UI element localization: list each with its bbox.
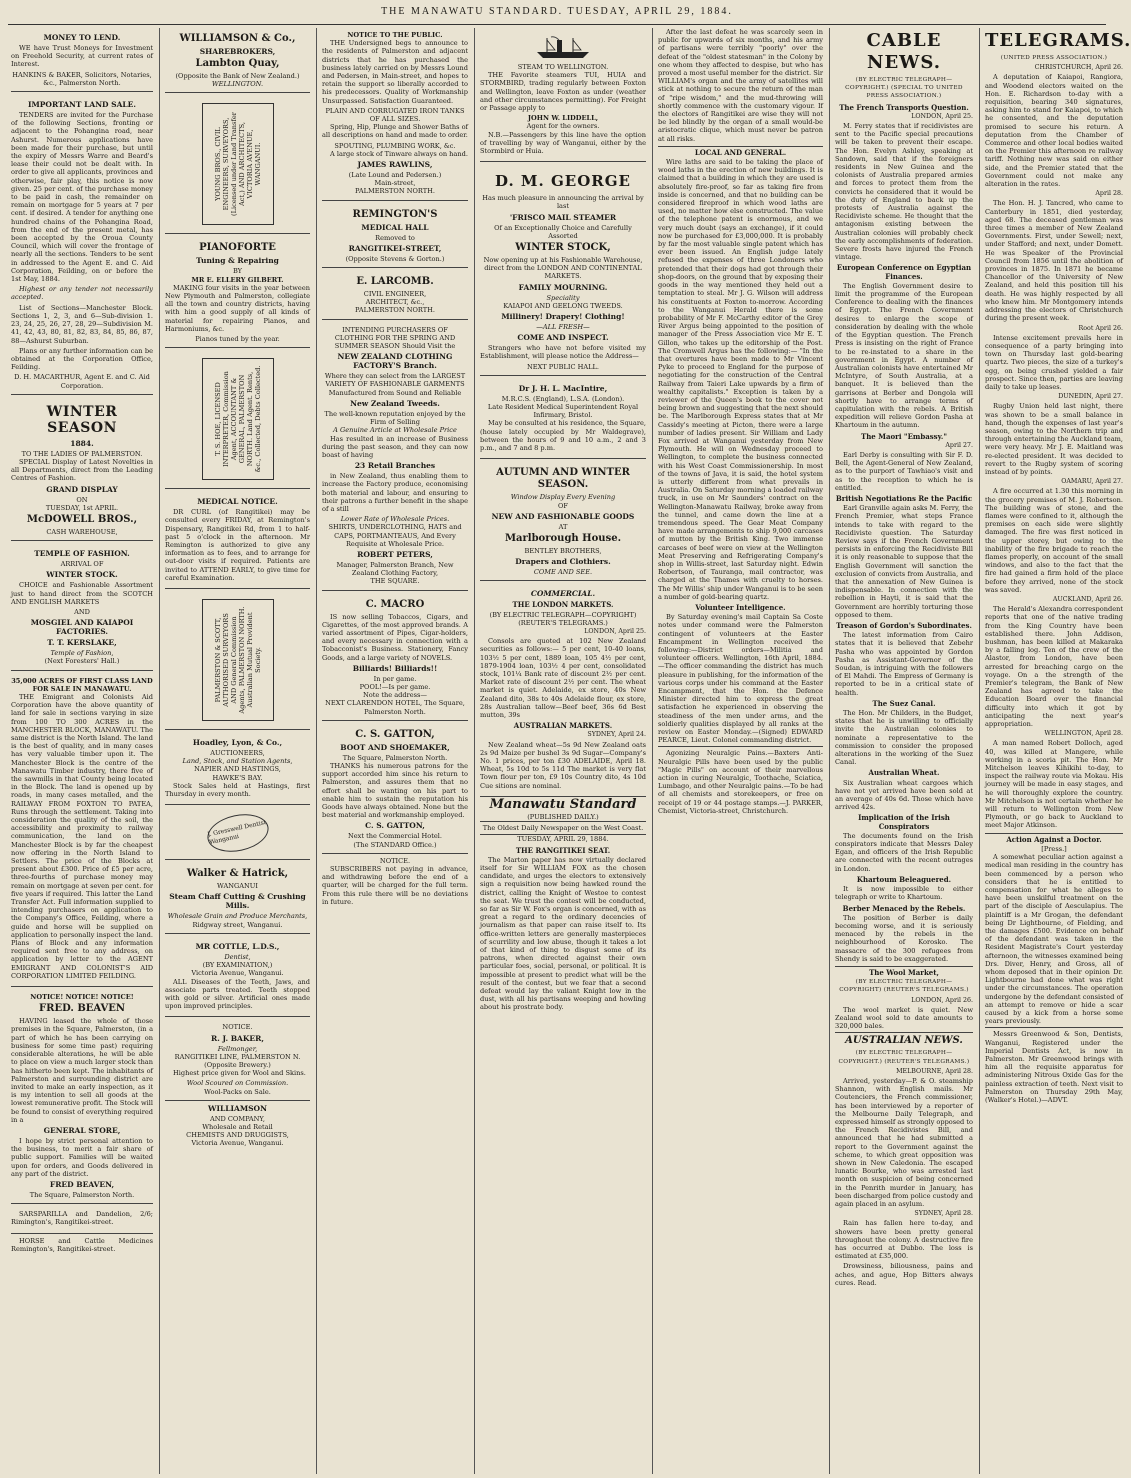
ad-chem: CHEMISTS AND DRUGGISTS,: [186, 1131, 289, 1140]
ad-pianoforte: [165, 237, 310, 348]
ad-signature: HANKINS & BAKER, Solicitors, Notaries, &c., Palmerston North.: [12, 70, 152, 87]
ad-name: ROBERT PETERS,: [357, 549, 433, 559]
ad-title: MR COTTLE, L.D.S.,: [195, 941, 280, 951]
ad-r-j-baker: [165, 1020, 310, 1100]
box-text: T. S. HOE, LICENSED INTERPRETER, Commission Agent, ACCOUNTANT & GENERAL, PALMERSTON NORTH. Land Agent. Rents, &c., Collected, Debts Collected.: [213, 365, 262, 473]
ad-name: R. J. BAKER,: [211, 1033, 264, 1043]
story-title: The Maori "Embassy.": [861, 431, 947, 441]
ad-city: PALMERSTON NORTH.: [355, 187, 435, 196]
story-body: A man named Robert Dolloch, aged 40, was killed at Mangere, while working in a scoria pit. The Hon. Mr Mitchelson leaves Kihikihi to-day, to inspect the railway route via Mokau. His journey will be made in easy stages, and he will thoroughly explore the country. Mr Mitchelson is not certain whether he will return to Wellington from New Plymouth, or go back to Auckland to meet Major Atkinson.: [985, 739, 1123, 830]
ad-body4: Has resulted in an increase of Business during the past season, and they can now boast of having: [322, 434, 468, 459]
ad-bentley-brothers: [480, 462, 646, 581]
ad-sub: Fellmonger,: [217, 1044, 258, 1053]
ad-mgr: Manager, Palmerston Branch, New Zealand Clothing Factory,: [336, 560, 454, 578]
ad-young-bros: [165, 96, 310, 234]
telegraph-note: (BY ELECTRIC TELEGRAPH—COPYRIGHT.) (SPECIAL TO UNITED PRESS ASSOCIATION.): [845, 77, 963, 100]
ad-at: AT: [558, 522, 568, 531]
ad-stock: WINTER STOCK,: [515, 242, 611, 254]
ad-signature: FRED BEAVEN,: [49, 1179, 115, 1189]
ad-title: D. M. GEORGE: [495, 172, 631, 191]
market-body: New Zealand wheat—5s 9d New Zealand oats 2s 9d Maize per bushel 3s 9d Sugar—Company's No. 1 prices, per ton £30 ADELAIDE, April 18. Wheat, 5s 10d to 5s 11d The market is very flat Town flour per ton, £9 10s Country dito, 4s 10d Cue sitions are nominal.: [480, 740, 646, 790]
ad-pool: POOL!—Is per game.: [359, 682, 431, 691]
ad-place: RANGITIKEI LINE, PALMERSTON N.: [174, 1052, 301, 1061]
ad-note: Note the address—: [362, 691, 428, 700]
ad-clothing-factory: [322, 323, 468, 591]
ad-removed: Removed to: [375, 233, 415, 242]
ad-sub: SHAREBROKERS,: [199, 47, 276, 56]
ad-title: PIANOFORTE: [199, 242, 276, 254]
ad-sub: Dentist,: [224, 952, 251, 961]
placeholder: [980, 28, 990, 1474]
story-body: The Hon. H. J. Tancred, who came to Canterbury in 1851, died yesterday, aged 68. The deceased gentleman was three times a member of New Zealand Governments. First, under Sewell; next, under Stafford; and next, under Domett. He was Speaker of the Provincial Council from 1856 until the abolition of provinces in 1875. In 1871 he became Chancellor of the University of New Zealand, and held this position till his death. He was highly respected by all who knew him. Mr Montgomery intends addressing the electors of Christchurch during the present week.: [985, 199, 1123, 323]
ad-and: AND: [74, 607, 90, 616]
ad-spec: Speciality: [546, 293, 580, 302]
issue-date: TUESDAY, APRIL 29, 1884.: [517, 835, 609, 844]
ad-greenwood-dentists: Messrs Greenwood & Son, Dentists, Wanganui, Registered under the Imperial Dentists Act, is now in Palmerston. Mr Greenwood brings with him all the requisite apparatus for administering Nitrous Oxide Gas for the painless extraction of teeth. Next visit to Palmerston on Thursday 29th May, (Walker's Hotel.)—ADVT.: [985, 1027, 1123, 1104]
ad-tweeds: New Zealand Tweeds.: [350, 398, 440, 408]
ad-body: THE Emigrant and Colonists Aid Corporation have the above quantity of land for sale in sections varying in size from 100 TO 300 ACRES in the MANCHESTER BLOCK, MANAWATU. The same district is the North Island. The land is the best of quality, and in many cases has very valuable timber upon it. The Manchester Block is the centre of the Manawatu Timber industry, there five of the sawmills in that County being located in the Block. The land is opened up by roads, in many cases metalled, and the RAILWAY FROM FOXTON TO PATEA, Runs through the settlement. Taking into consideration the quality of the soil, the accessibility and proximity to railway communication, the land on the Manchester Block is by far the cheapest now offering in the North Island to Settlers. The price of the Blocks at present about £300. Price of £5 per acre, three-fourths of purchase money may remain on mortgage at seven per cent. for five years if required. This latter the Land Transfer Act. Full information supplied to intending purchasers on application to the Company's Office, Feilding, where a guide and horse will be supplied on application to personally inspect the land. Plans of Block and any information required sent free to any address, on application by letter to the AGENT EMIGRANT AND COLONIST'S AID CORPORATION LIMITED FEILDING.: [11, 692, 153, 980]
ad-body: ALL Diseases of the Teeth, Jaws, and associate parts treated. Teeth stopped with gold or silver. Artificial ones made upon improved principles.: [165, 977, 310, 1011]
dateline: April 28.: [1095, 190, 1123, 198]
story-body: The wool market is quiet. New Zealand wool sold to date amounts to 320,000 bales.: [835, 1005, 973, 1031]
ad-arrival: ARRIVAL OF: [60, 560, 104, 569]
ad-come: COME AND SEE.: [533, 568, 593, 577]
ad-hoadley-lyon: [165, 733, 310, 805]
section-title: LOCAL AND GENERAL.: [658, 146, 823, 157]
ad-body3: Now opening up at his Fashionable Warehouse, direct from the LONDON AND CONTINENTAL MARKETS.: [483, 256, 643, 281]
ad-body2: Where they can select from the LARGEST VARIETY OF FASHIONABLE GARMENTS Manufactured from Sound and Reliable: [324, 372, 466, 397]
story-title: British Negotiations Re the Pacific: [835, 493, 973, 503]
story-title: Australian Wheat.: [868, 768, 940, 778]
story-body: The documents found on the Irish conspirators indicate that Messrs Daley Egan, and officers of the Irish Republic are connected with the recent outrages in London.: [835, 831, 973, 873]
story-title: Treason of Gordon's Subordinates.: [836, 621, 972, 630]
telegraph-note: (UNITED PRESS ASSOCIATION.): [1000, 55, 1108, 61]
ad-lower: Lower Rate of Wholesale Prices.: [340, 515, 450, 524]
ad-to: TO THE LADIES OF PALMERSTON.: [21, 449, 143, 458]
ad-wool: Wool Scoured on Commission.: [186, 1079, 289, 1088]
ad-signature: D. H. MACARTHUR, Agent E. and C. Aid Corporation.: [14, 373, 150, 390]
story-body: Rain has fallen here to-day, and showers have been pretty general throughout the colony. A destructive fire has occurred at Dubbo. The loss is estimated at £35,000.: [835, 1219, 973, 1261]
ad-street: Main-street,: [374, 179, 416, 188]
dateline: OAMARU, April 27.: [1061, 478, 1123, 486]
newspaper-title: Manawatu Standard: [489, 796, 637, 812]
ad-title: MONEY TO LEND.: [43, 33, 121, 42]
story-body: A fire occurred at 1.30 this morning in the grocery premises of M. J. Robertson. The building was of stone, and the flames were confined to it, although the premises on each side were slightly damaged. The fire was first noticed in the upper storey, but owing to the inability of the fire brigade to reach the flames properly, on account of the small windows, and also to the fact that the fire had gained a firm hold of the place before they arrived, none of the stock was saved.: [985, 487, 1123, 594]
dateline: MELBOURNE, April 28.: [896, 1067, 973, 1075]
dateline: WELLINGTON, April 28.: [1044, 730, 1123, 738]
ad-opp: (Opposite the Bank of New Zealand.): [175, 72, 300, 80]
ad-spout: SPOUTING, PLUMBING WORK, &c.: [334, 141, 456, 150]
ad-late: Late Resident Medical Superintendent Royal Infirmary, Bristol.: [487, 403, 639, 420]
column-6: [830, 28, 978, 1474]
volunteer-body: By Saturday evening's mail Captain Sa Coste notes under command were the Palmerston contingent of volunteers at the Easter Encampment in Wellington received the following:—District orders—Militia and volunteer officers. Wellington, 16th April, 1884.—The officer commanding the district has much pleasure in publishing, for the information of the various corps under his command at the Easter Encampment, that the Hon. the Defence Minister directed him to express the great satisfaction he experienced in observing the steadiness of the men under arms, and the soldierly qualities displayed by all ranks at the review on Easter Monday.—(Signed) EDWARD PEARCE, Lieut. Colonel commanding district.: [658, 613, 823, 745]
section-title: COMMERCIAL.: [530, 589, 596, 599]
ad-title: AUTUMN AND WINTER SEASON.: [496, 467, 630, 491]
ad-subscribers-notice: [322, 857, 468, 906]
ad-body: THE Undersigned begs to announce to the residents of Palmerston and adjacent districts that he has purchased the business lately carried on by Messrs Lound and Pedersen, in Main-street, and hopes to retain the support so liberally accorded to his predecessors. Quality of Workmanship Unsurpassed. Satisfaction Guaranteed.: [322, 39, 468, 105]
story-body: Intense excitement prevails here in consequence of a party bringing into town on Thursday last gold-bearing quartz. Two pieces, the size of a turkey's egg, on being crushed yielded a fair prospect. Since then, parties are leaving daily to take up leases.: [985, 333, 1123, 391]
ad-body: INTENDING PURCHASERS OF CLOTHING FOR THE SPRING AND SUMMER SEASON Should Visit the: [334, 325, 456, 351]
subsection-title: THE LONDON MARKETS.: [512, 600, 614, 610]
story-body: The latest information from Cairo states that it is believed that Zebehr Pasha who was appointed by Gordon Pasha as Assistant-Governor of the Soudan, is intriguing with the followers of El Mahdi. The Empress of Germany is reported to be in a critical state of health.: [835, 631, 973, 697]
ad-list: List of Sections—Manchester Block. Sections 1, 2, 3, and 6—Sub-division 1. 23, 24, 25, 26, 27, 28, 29—Subdivision M. 41, 42, 43, 80, 81, 82, 83, 84, 85, 86, 87, 88—Ashurst Suburban.: [11, 303, 153, 345]
ad-name: JOHN W. LIDDELL,: [527, 114, 599, 123]
ad-title: E. LARCOMB.: [356, 276, 434, 288]
ad-larcomb: [322, 271, 468, 320]
box-text: PALMERSTON & SCOTT, AUTHORISED SURVEYORS AND General Commission Agents, PALMERSTON NORTH. Australian Mutual Provident Society.: [213, 606, 262, 714]
ad-next: (Next Foresters' Hall.): [44, 657, 120, 666]
ad-kaiapoi: KAIAPOI AND GEELONG TWEEDS.: [503, 301, 623, 310]
ad-tin: A large stock of Tinware always on hand.: [330, 149, 468, 158]
masthead: [8, 6, 1106, 25]
ad-horse-medicines: [11, 1237, 153, 1253]
ad-body3: The well-known reputation enjoyed by the Firm of Selling: [324, 409, 466, 427]
ad-of: OF: [558, 501, 568, 510]
section-commercial: [480, 584, 646, 796]
ad-sarsparilla: [11, 1207, 153, 1233]
dateline: AUCKLAND, April 26.: [1052, 596, 1123, 603]
story-body: The position of Berber is daily becoming worse, and it is seriously menaced by the rebels in the neighbourhood of Korosko. The massacre of the 300 refugees from Shendy is said to be exaggerated.: [835, 913, 973, 963]
ad-sub: CIVIL ENGINEER,: [363, 290, 427, 299]
dateline: SYDNEY, April 28.: [914, 1210, 973, 1218]
ad-firm: McDOWELL BROS.,: [26, 513, 138, 525]
ad-bay: HAWKE'S BAY.: [212, 773, 263, 782]
ad-firm2: CASH WAREHOUSE,: [46, 527, 118, 536]
ad-addr: NEXT CLARENDON HOTEL, The Square, Palmerston North.: [325, 699, 465, 716]
rotated-box: [202, 599, 274, 721]
section-title: TELEGRAMS.: [985, 30, 1131, 51]
ad-square: The Square, Palmerston North.: [29, 1190, 135, 1199]
ad-place: Victoria Avenue, Wanganui.: [191, 1139, 284, 1148]
ad-notice: NOTICE.: [222, 1023, 253, 1032]
ad-d-m-george: [480, 165, 646, 376]
published: (PUBLISHED DAILY.): [527, 812, 599, 821]
ad-body: IS now selling Tobaccos, Cigars, and Cigarettes, of the most approved brands. A varied assortment of Pipes, Cigar-holders, and every necessary in connection with a Tobacconist's Business. Stationery, Fancy Goods, and a large variety of NOVELS.: [322, 612, 468, 662]
ad-title: WINTER SEASON: [46, 403, 118, 436]
ad-temple-of-fashion: [11, 544, 153, 670]
dateline: DUNEDIN, April 27.: [1058, 393, 1123, 401]
ad-office: (The STANDARD Office.): [353, 840, 437, 849]
ad-body2: I hope by strict personal attention to the business, to merit a fair share of public support. Families will be waited upon for orders, and Goods delivered in any part of the district.: [11, 1136, 153, 1178]
ad-millinery: Millinery! Drapery! Clothing!: [501, 312, 625, 322]
section-editorial: [480, 796, 646, 1012]
dateline: LONDON, April 25.: [584, 627, 646, 635]
ad-game: In per game.: [373, 674, 417, 683]
ad-drapers: Drapers and Clothiers.: [515, 557, 611, 567]
ad-place: NAPIER AND HASTINGS,: [194, 765, 281, 774]
dateline: LONDON, April 25.: [911, 112, 973, 120]
ad-signature: C. S. GATTON,: [365, 821, 425, 831]
dateline: LONDON, April 26.: [911, 996, 973, 1004]
column-2: [160, 28, 315, 1474]
telegraph-note: (BY ELECTRIC TELEGRAPH—COPYRIGHT.) (REUTER'S TELEGRAMS.): [838, 1050, 970, 1065]
ad-mourning: FAMILY MOURNING.: [518, 282, 608, 292]
market-body: Consols are quoted at 102 New Zealand securities as follows:— 5 per cent, 10-40 loans, 103½ 5 per cent, 1889 loan, 105 4½ per cent, 1879-1904 loan, 103½ 4 per cent, consolidated stock, 101¼ Bank rate of discount 2½ per cent. Market rate of discount 2½ per cent. The wheat market is quiet. Adelaide, ex store, 40s New Zealand dito, 38s to 40s Adelaide flour, ex store, 28s Australian tallow—Beef beef, 36s 6d Best mutton, 39s: [480, 637, 646, 719]
ad-city: WELLINGTON.: [211, 80, 264, 89]
story-body: The Herald's Alexandra correspondent reports that one of the native trading from the King Country have been established there. John Addison, bushman, has been killed at Makaraka by a falling log. Ten of the crew of the Alastor, from London, have been arrested for breaching cargo on the voyage. On a the strength of the Premier's telegram, the Bank of New Zealand has agreed to take the Education Board over the financial difficulty into which it got by anticipating the next year's appropriation.: [985, 605, 1123, 729]
ad-opp: (Opposite Stevens & Gorton.): [345, 254, 445, 263]
ad-sub: Tuning & Repairing: [196, 256, 279, 266]
ad-billiards: Billiards! Billiards!!: [352, 663, 438, 673]
story-body: The English Government desire to limit the programme of the European Conference to dealing with the finances of Egypt. The French Government desires to enlarge the scope of consideration by dealing with the whole of the Egyptian question. The French Press is insisting on the right of France to be re-instated to a share in the government in Egypt. A number of Australian colonists have entertained Mr McIntyre, of South Australia, at a banquet. It is believed than the garrisons at Berber and Dongola will shortly have to arrange terms of capitulation with the rebels. A British expedition will relieve Gordon Pasha at Khartoum in the autumn.: [835, 281, 973, 430]
ad-name: JAMES RAWLINS,: [357, 160, 433, 170]
ad-sub: BOOT AND SHOEMAKER,: [340, 742, 450, 752]
ad-branches: 23 Retail Branches: [354, 461, 436, 471]
ad-body: MAKING four visits in the year between New Plymouth and Palmerston, collegiate all the town and country districts, having with him a good supply of all kinds of material for repairing Pianos, and Harmoniums, &c.: [165, 283, 310, 333]
ad-body: THE Favorite steamers TUI, HUIA and STORMBIRD, trading regularly between Foxton and Wellington, leave Foxton as under (weather and other circumstances permitting). For Freight or Passage apply to: [480, 71, 646, 113]
ad-remingtons: [322, 204, 468, 268]
ad-medical-notice: [165, 492, 310, 589]
telegraph-note: (BY ELECTRIC TELEGRAPH—COPYRIGHT) (REUTER'S TELEGRAMS.): [489, 610, 637, 627]
ad-firm: BENTLEY BROTHERS,: [524, 546, 602, 555]
story-body: It is now impossible to either telegraph or write to Khartoum.: [835, 885, 973, 902]
story-body: Earl Granville again asks M. Ferry, the French Premier, what steps France intends to take with regard to the Recidiviste question. The Saturday Review says if the French Government persists in enforcing the Recidiviste Bill it is only reasonable to suppose that the English Government will sanction the exclusion of convicts from Australia, and that the annexation of New Guinea is indispensable. In connection with the rebellion in Hayti, it is said that the Government are horribly torturing those opposed to them.: [835, 504, 973, 619]
column-1: [6, 28, 158, 1474]
ad-mosgiel: MOSGIEL AND KAIAPOI FACTORIES.: [30, 618, 134, 637]
ad-title: NOTICE.: [379, 856, 411, 865]
ad-place: The Square, Palmerston North.: [342, 753, 448, 762]
ad-fresh: —ALL FRESH—: [536, 323, 590, 332]
ad-williamson-sharebrokers: [165, 28, 310, 93]
ad-body: Has much pleasure in announcing the arrival by last: [482, 194, 644, 211]
ad-square: THE SQUARE.: [370, 577, 420, 586]
section-title: Volunteer Intelligence.: [695, 603, 786, 613]
ad-by: BY: [232, 267, 243, 276]
ad-body: TENDERS are invited for the Purchase of the following Sections, fronting or adjacent to the Pohangina road, near Ashurst. Numerous applications have been made for their purchase, but until the expiry of Messrs Warre and Beard's lease their could not be dealt with. In order to give all applicants, provinces and otherwise, fair play, this notice is now given. 25 per cent. of the purchase money to be paid in cash, the remainder on remain on mortgage for 5 years at 7 per cent. if desired. A tender for anything one hundred chains of the Pohangina Road, from the end of the present metal, has been accepted by the Oroua County Council, which will cover the frontage of nearly all the sections. Tenders to be sent in addressed to the Agent E. and C. Aid Corporation, Feilding, on or before the 1st May, 1884.: [11, 111, 153, 284]
ad-genuine: A Genuine Article at Wholesale Price: [333, 426, 457, 435]
ad-year: 1884.: [70, 438, 94, 448]
ad-house: Marlborough House.: [504, 532, 622, 544]
story-body: M. Ferry states that if recidivistes are sent to the Pacific special precautions will be taken to prevent their escape. The Hon. Evelyn Ashley, speaking at Sandown, said that if the foreigners residents in New Guinea and the colonists of Australia prepared armies and forces to protect them from the convicts he considered that it would be the duty of England to back up the protests of Australia against the Recidiviste scheme. He thought that the antagonism existing between the Australian colonies will probably check the early accomplishments of federation. Severe frosts have injured the French vintage.: [835, 122, 973, 262]
story-title: The Wool Market,: [835, 966, 973, 977]
ad-title: STEAM TO WELLINGTON.: [517, 63, 609, 71]
dateline: CHRISTCHURCH, April 26.: [1034, 64, 1123, 72]
ad-place: Lambton Quay,: [195, 58, 280, 69]
ad-merchants: Wholesale Grain and Produce Merchants,: [167, 912, 308, 921]
ad-james-rawlins: [322, 28, 468, 201]
ad-body: SUBSCRIBERS not paying in advance, and withdrawing before the end of a quarter, will be charged for the full term. From this rule there will be no deviations in future.: [322, 865, 468, 906]
ad-sales: Stock Sales held at Hastings, first Thursday in every month.: [165, 781, 310, 799]
ad-plain: PLAIN AND CORRUGATED IRON TANKS OF ALL SIZES.: [325, 106, 465, 124]
ad-mail: 'FRISCO MAIL STEAMER: [509, 212, 617, 222]
ad-title: 35,000 ACRES OF FIRST CLASS LAND FOR SALE IN MANAWATU.: [11, 676, 153, 693]
story-title: Berber Menaced by the Rebels.: [842, 903, 966, 913]
ad-street: Ridgway street, Wanganui.: [192, 920, 283, 929]
ad-by: (BY EXAMINATION,): [202, 961, 273, 970]
box-text: YOUNG BROS., CIVIL ENGINEERS, SURVEYORS, (Licensed under Land Transfer Act,) AND ARCHITECTS, VICTORIA AVENUE, WANGANUI.: [213, 112, 262, 217]
ad-body: Land, Stock, and Station Agents,: [182, 757, 293, 766]
editorial-continued: After the last defeat he was scarcely seen in public for upwards of six months, and his army of partisans were terribly "poorly" over the defeat of the "oldest statesman" in the Colony by one whom they affected to despise, but who has proved a most useful member for the district. Sir WILLIAM's organ and the army of satellites will stick at nothing to secure the return of the man of "ripe wisdom," and the mud-throwing will shortly commence with the customary vigour. If the electors of Rangitikei are wise they will not be led blindly by the organ of a small would-be aristocratic clique, which must never be patron at all risks.: [658, 28, 823, 143]
ad-next: Next the Commercial Hotel.: [347, 832, 443, 841]
ad-date: TUESDAY, 1st APRIL.: [45, 503, 119, 512]
dentist-stamp: [203, 809, 271, 857]
ad-city: PALMERSTON NORTH.: [355, 306, 435, 315]
source: [Press.]: [1041, 844, 1067, 853]
ad-title: Hoadley, Lyon, & Co.,: [192, 738, 283, 748]
column-3: [317, 28, 473, 1474]
ad-title: C. MACRO: [365, 598, 425, 610]
ad-new: NEW AND FASHIONABLE GOODS: [491, 511, 635, 521]
ad-body: SARSPARILLA and Dandelion, 2/6; Rimington's, Rangitikei-street.: [11, 1210, 153, 1227]
ad-pelts: Wool-Packs on Sale.: [204, 1087, 271, 1096]
section-title: CABLE NEWS.: [866, 30, 942, 73]
ad-notice: NOTICE! NOTICE! NOTICE!: [30, 993, 134, 1002]
dateline: SYDNEY, April 24.: [587, 731, 646, 739]
ad-nb: N.B.—Passengers by this line have the option of travelling by way of Wanganui, either by the Stormbird or Huia.: [480, 130, 646, 156]
ad-body: Highest price given for Wool and Skins.: [173, 1069, 306, 1078]
ad-sub: AND COMPANY,: [209, 1114, 266, 1123]
ad-t-s-hoe: [165, 351, 310, 489]
editorial-body: The Marton paper has now virtually declared itself for Sir WILLIAM FOX as the chosen candidate, and urges the electors to extensively sign a requisition now being hawked round the district, calling the Knight of Westoe to contest the seat. We trust the contest will be conducted, so far as Sir W. Fox's organ is concerned, with as great a regard to the ordinary decencies of journalism as that paper can raise itself to. Its office-written letters are generally masterpieces of scurrility and low abuse, though it takes a lot of that kind of thing to disgust some of its patrons, when directed against their own particular foes, social, personal, or political. It is impossible at present to predict what will be the result of the contest, but we fear that a second defeat would lay the valiant Knight low in the dust, with all his partisans weeping and howling about his prostrate body.: [480, 855, 646, 1012]
ad-late: (Late Lound and Pedersen.): [348, 171, 442, 180]
ad-title: WILLIAMSON & Co.,: [179, 33, 296, 44]
ad-dr-macintire: [480, 379, 646, 459]
ad-title: NOTICE TO THE PUBLIC.: [347, 31, 443, 39]
story-title: Implication of the Irish Conspirators: [858, 813, 950, 831]
ad-steam-to-wellington: [480, 28, 646, 162]
ad-body4: Strangers who have not before visited my Establishment, will please notice the Address—: [480, 344, 646, 361]
ad-walker-hatrick: [165, 863, 310, 934]
ad-c-macro: [322, 594, 468, 721]
ad-palmerston-scott: [165, 592, 310, 730]
ad-fred-beaven: [11, 990, 153, 1204]
ad-body: WE have Trust Moneys for Investment on Freehold Security, at current rates of Interest.: [11, 44, 153, 69]
ad-mr-cottle: [165, 937, 310, 1017]
ad-title: REMINGTON'S: [352, 208, 438, 220]
ad-note: Highest or any tender not necessarily accepted.: [11, 285, 153, 302]
ad-opp: (Opposite Brewery.): [204, 1060, 271, 1069]
ad-stock: WINTER STOCK.: [46, 570, 118, 580]
masthead-text: THE MANAWATU STANDARD. TUESDAY, APRIL 29, 1884.: [381, 6, 733, 17]
story-body: Six Australian wheat cargoes which have not yet arrived have been sold at an average of 40s 6d. Those which have arrived 42s.: [835, 778, 973, 812]
ad-title: Walker & Hatrick,: [186, 868, 289, 880]
story-title: The French Transports Question.: [839, 102, 969, 112]
ad-sub: Window Display Every Evening: [510, 493, 616, 502]
ad-title: WILLIAMSON: [208, 1103, 267, 1113]
ad-sub: M.R.C.S. (England), L.S.A. (London).: [501, 394, 625, 403]
local-news-body: Wire laths are said to be taking the place of wood laths in the erection of new buildings. It is claimed that a building in which they are used is absolutely fire-proof, so far as taking fire from inside is concerned, and that no building can be considered fireproof in which wood laths are used, no matter how else constructed. The value of the telephone patent is enormous, and we very much doubt (says an exchange), if it could now be purchased for £3,000,000. It is probably by far the most valuable single patent which has ever been issued. An English judge lately refused the expenses of three Londoners who pretended that their dogs had got through their shop-doors, on the ground that by exposing their goods in the way mentioned they held out a temptation to steal. Mr J. G. Wilson will address his constituents at Foxton to-morrow. According to the Wanganui Herald there is some probability of Mr F. McCarthy editor of the Grey River Argus being appointed to the position of manager of the Press Association vice Mr E. T. Gillon, who takes up the editorship of the Post. The Cromwell Argus has the following:— "In the that overtures have been made to Mr Vincent Pyke to proceed to England for the purpose of negotiating for the construction of the Central Railway from Taieri Lake upwards by a firm of wealthy capitalists." Exception is taken by a reviewer of the Queen's book to the cover not being brown and suggesting that the next should be. The Marlborough Express states that at Mr Cassidy's meeting at Picton, there were a large number of ladies present. Sir William and Lady Fox arrived at Wanganui yesterday from New Plymouth. He will on Wednesday proceed to Wellington, to complete the business connected with his West Coast Commissionership. In most of the towns of Java, it is said, the hotel system is utterly different from what prevails in Australia. On Saturday morning a loaded railway truck, in use on Mr Saunders' contract on the Wellington-Manawatu Railway, broke away from the tunnel, and came down the line at a tremendous speed. The Gear Meat Company have made arrangements to ship 9,000 carcases of mutton by the British King. Two immense carcases of beef were on view at the Wellington Meat Preserving and Refrigerating Company's shop in Willis-street, last Saturday night. Edwin Robertson, of Tauranga, mail contractor, was charged at the Thames with cruelty to horses. The Mr Willis' ship under Wanganui is to be seen a number of gold-bearing quartz.: [658, 158, 823, 601]
story-body: A somewhat peculiar action against a medical man residing in the country has been commenced by a person who considers that he is entitled to compensation for what he alleges to have been unskilful treatment on the part of the disciple of Aesculapius. The plaintiff is a Mr Grogan, the defendant being Dr Lightbourne, of Fielding, and the damages £500. Evidence on behalf of the defendant was taken in the Resident Magistrate's Court yesterday afternoon, the witnesses examined being Drs. Diver, Henry, and Gross, all of whom deposed that in their opinion Dr. Lightbourne had done what was right under the circumstances. The operation undergone by the defendant consisted of an attempt to remove or hide a scar caused by a kick from a horse some years previously.: [985, 853, 1123, 1026]
ad-acres-for-sale: [11, 674, 153, 988]
column-4: [475, 28, 651, 1474]
story-title: European Conference on Egyptian Finances.: [836, 263, 972, 281]
ad-body: Wholesale and Retail: [202, 1122, 273, 1131]
ad-name: FRED. BEAVEN: [39, 1003, 125, 1015]
ad-gatton: [322, 724, 468, 854]
ad-body2: Of an Exceptionally Choice and Carefully Assorted: [494, 223, 632, 240]
ad-sub: AUCTIONEERS,: [210, 749, 265, 758]
telegraph-note: (BY ELECTRIC TELEGRAPH—COPYRIGHT) (REUTER'S TELEGRAMS.): [839, 979, 969, 994]
ad-on: ON: [76, 495, 88, 504]
ad-come: COME AND INSPECT.: [517, 333, 609, 343]
story-body: A deputation of Kaiapoi, Rangiora, and Woodend electors waited on the Hon. E. Richardson to-day with a requisition, bearing 340 signatures, asking him to stand for Kaiapoi, to which he consented, and the deputation promised to secure his return. A deputation from the Chamber of Commerce and other local bodies waited on the Premier this afternoon re railway tariff. Nothing new was said on either side, and the Premier stated that the Government could not make any alteration in the rates.: [985, 73, 1123, 189]
story-body: Arrived, yesterday—P. & O. steamship Shannon, with English mails. Mr Coutenciers, the French commissioner, has been interviewed by a reporter of the Melbourne Daily Telegraph, and expressed himself as strongly opposed to the French Recidivistes Bill, and announced that he had submitted a report to the Government against the scheme, to which great opposition was shown in New Caledonia. The escaped lunatic Bourke, who was arrested last month on suspicion of being concerned in the Penrith murder in January, has been discharged from police custody and again placed in an asylum.: [835, 1076, 973, 1208]
ad-body: Steam Chaff Cutting & Crushing Mills.: [169, 892, 306, 911]
ad-foot: Pianos tuned by the year.: [195, 335, 280, 344]
ad-spring: Spring, Hip, Plunge and Shower Baths of all descriptions on hand and made to order.: [322, 123, 468, 140]
ad-body: HAVING leased the whole of those premises in the Square, Palmerston, (in a part of which he has been carrying on business for some time past) requiring considerable alterations, he will be able to place on view a much larger stock than has hitherto been kept. The inhabitants of Palmerston and surrounding district are invited to make an early inspection, as it is my intention to sell all goods at the lowest remunerative profit. The Stock will be found to consist of everything required in a: [11, 1017, 153, 1124]
ad-street: RANGITIKEI-STREET,: [348, 243, 442, 253]
dateline: April 27.: [945, 441, 973, 449]
ad-hop-bitters: Drowsiness, biliousness, pains and aches, and ague, Hop Bitters always cures. Read.: [835, 1262, 973, 1287]
story-body: The Hon. Mr Childers, in the Budget, states that he is unwilling to officially invite the Australian colonies to nominate a representative to the commission to consider the proposed alterations in the working of the Suez Canal.: [835, 709, 973, 767]
ad-title: Dr J. H. L. MacIntire,: [518, 383, 608, 393]
ad-money-to-lend: [11, 28, 153, 92]
stamp-text: J. Gresswell Dentist Wanganui: [206, 819, 267, 847]
ad-title: NEW ZEALAND CLOTHING FACTORY'S Branch.: [337, 352, 453, 371]
ad-agent: Agent for the owners.: [526, 122, 600, 131]
ad-land-sale: [11, 95, 153, 395]
ad-sub: MEDICAL HALL: [361, 222, 429, 232]
ad-neuralgia: Agonizing Neuralgic Pains.—Baxters Anti-Neuralgic Pills have been used by the public "Magic Pills" on account of their marvellous action in curing Neuralgic, Toothache, Sciatica, Lumbago, and other Neuralgic pains.—To be had of all chemists and storekeepers, or free on receipt of 19 or 44 postage stamps.—J. PARKER, Chemist, Victoria-street, Christchurch.: [658, 746, 823, 815]
ad-body5: in New Zealand, thus enabling them to increase the Factory produce, economising both material and labour, and ensuring to their patrons a further benefit in the shape of a still: [322, 472, 468, 513]
ad-title: IMPORTANT LAND SALE.: [27, 100, 137, 110]
ad-body: HORSE and Cattle Medicines Remington's, Rangitikei-street.: [11, 1236, 153, 1253]
ad-body: May be consulted at his residence, the Square, (house lately occupied by Mr Waldegrave), between the hours of 9 and 10 a.m., 2 and 3 p.m., and 7 and 8 p.m.: [480, 419, 646, 453]
ad-body: SPECIAL Display of Latest Novelties in all Departments, direct from the Leading Centres of Fashion.: [11, 457, 153, 483]
ad-title: C. S. GATTON,: [355, 728, 435, 740]
column-5: [653, 28, 828, 1474]
ad-body: THANKS his numerous patrons for the support accorded him since his return to Palmerston, and assures them that no effort shall be wanting on his part to enable him to sustain the reputation his Goods have always obtained. None but the best material and workmanship employed.: [322, 761, 468, 820]
ad-grand: GRAND DISPLAY: [46, 484, 118, 494]
ad-title: TEMPLE OF FASHION.: [34, 549, 130, 559]
story-title: Action Against a Doctor.: [985, 833, 1123, 844]
dateline: Root April 26.: [1078, 324, 1123, 332]
ad-list: SHIRTS, UNDERCLOTHING, HATS and CAPS, PORTMANTEAUS, And Every Requisite at Wholesale Price.: [328, 523, 462, 548]
ad-temple: Temple of Fashion,: [50, 649, 114, 658]
oldest: The Oldest Daily Newspaper on the West Coast.: [480, 821, 646, 835]
ad-body: DR CURL (of Rangitikei) may be consulted every FRIDAY, at Remington's Dispensary, Rangitikei Rd, from 1 to half-past 5 o'clock in the afternoon. Mr Remington is authorized to give any information as to fees, and to arrange for out-door visits if required. Patients are invited to ATTEND EARLY, to give time for careful Examination.: [165, 508, 310, 582]
ad-gresswell-stamp: [165, 808, 310, 860]
ad-signature: T. T. KERSLAKE,: [47, 638, 117, 648]
ad-hall: NEXT PUBLIC HALL.: [527, 362, 599, 371]
rotated-box: [202, 358, 274, 480]
rotated-box: [202, 103, 274, 225]
ad-title: MEDICAL NOTICE.: [197, 497, 278, 507]
ad-place: WANGANUI: [217, 882, 258, 891]
ad-winter-season: [11, 398, 153, 541]
ad-plans: Plans or any further information can be obtained at the Corporation Office, Feilding.: [11, 346, 153, 372]
story-body: Rugby Union held last night, there was shown to be a small balance in hand, though the expenses of last year's season, owing to the Northern trip and through entertaining the Auckland team, were very heavy. Mr J. E. Maitland was re-elected president. It was decided to revert to the Rugby system of scoring instead of by points.: [985, 402, 1123, 476]
subsection-title: AUSTRALIAN MARKETS.: [513, 721, 613, 731]
column-7: [980, 28, 1131, 1474]
story-title: Khartoum Beleaguered.: [856, 874, 952, 884]
ad-williamson-chemists: [165, 1104, 310, 1148]
story-body: Earl Derby is consulting with Sir F. D. Bell, the Agent-General of New Zealand, as to the purport of Tawhiao's visit and as to the reception to which he is entitled.: [835, 450, 973, 492]
ad-name: MR E. ELLERY GILBERT.: [191, 275, 284, 284]
section-title: AUSTRALIAN NEWS.: [835, 1032, 973, 1047]
ad-place: Victoria Avenue, Wanganui.: [191, 969, 284, 978]
story-title: The Suez Canal.: [872, 698, 936, 708]
editorial-title: THE RANGITIKEI SEAT.: [515, 845, 611, 855]
steamship-icon: [533, 34, 593, 60]
ad-body: CHOICE and Fashionable Assortment just to hand direct from the SCOTCH AND ENGLISH MARKETS: [11, 581, 153, 606]
ad-arch: ARCHITECT, &c.,: [365, 298, 425, 307]
ad-store: GENERAL STORE,: [43, 1125, 121, 1135]
